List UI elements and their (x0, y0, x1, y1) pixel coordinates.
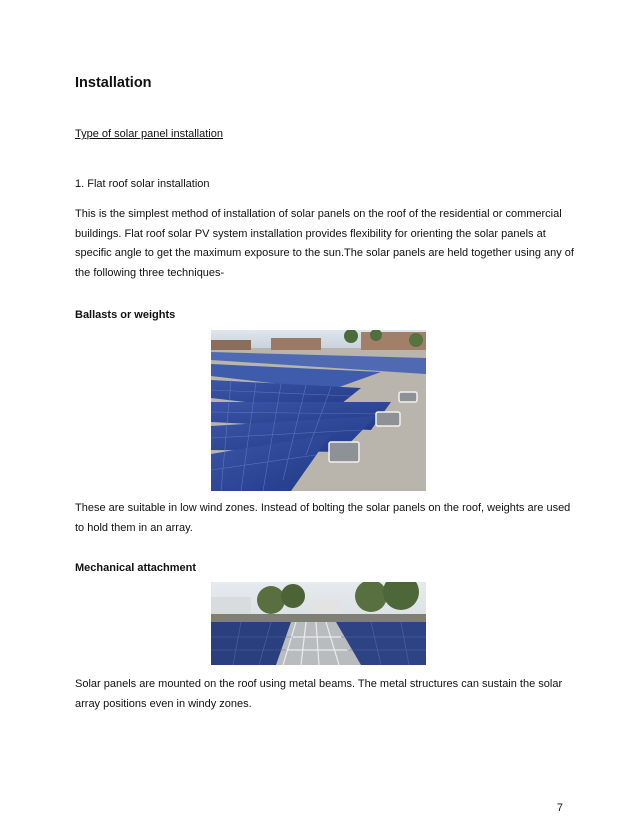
mechanical-solar-array-photo (211, 582, 426, 665)
mechanical-heading: Mechanical attachment (75, 562, 197, 574)
ballasts-heading: Ballasts or weights (75, 309, 176, 321)
section-subheading: Type of solar panel installation (75, 128, 223, 140)
mechanical-paragraph: Solar panels are mounted on the roof using metal beams. The metal structures can sustain the solar array positions even in windy zones. (75, 678, 563, 710)
ballast-solar-array-photo (211, 330, 426, 491)
page-number: 7 (556, 802, 563, 814)
intro-paragraph: This is the simplest method of installation of solar panels on the roof of the residential or commercial buildings. Flat roof solar PV system installation provides flexibility for orienting the solar panels at specific angle to get the maximum exposure to the sun.The solar panels are held together using any of the following three techniques- (75, 208, 574, 279)
list-item-flat-roof: 1. Flat roof solar installation (75, 178, 210, 190)
ballasts-paragraph: These are suitable in low wind zones. Instead of bolting the solar panels on the roof, weights are used to hold them in an array. (75, 502, 571, 534)
page-heading: Installation (75, 75, 152, 91)
